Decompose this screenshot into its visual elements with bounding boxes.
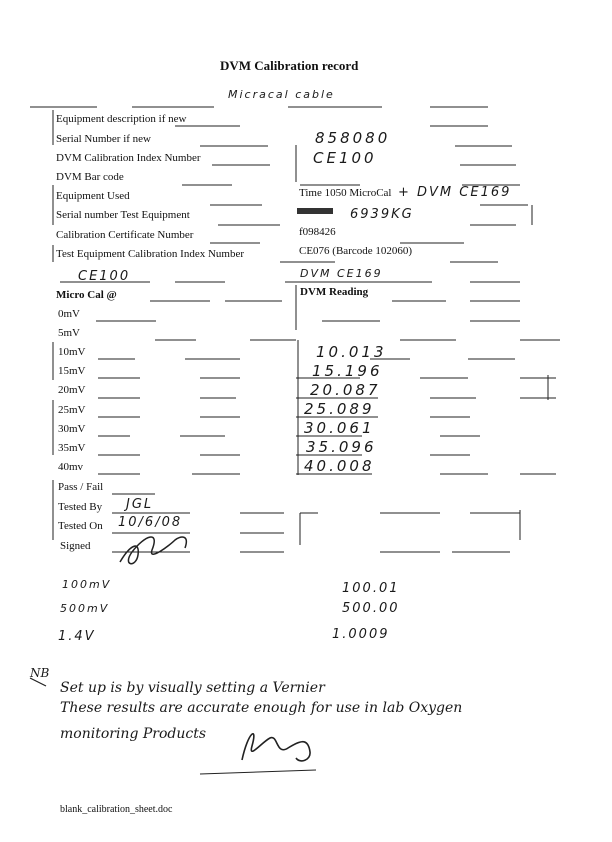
- readings-col-right: DVM Reading: [300, 286, 369, 298]
- tested-on-label: Tested On: [58, 520, 103, 532]
- reading-setting: 25mV: [58, 404, 86, 416]
- reading-setting: 5mV: [58, 327, 80, 339]
- reading-setting: 20mV: [58, 384, 86, 396]
- index-row-right: DVM CE169: [300, 267, 383, 280]
- reading-value: 20.087: [310, 381, 381, 399]
- field-value-equipment-used-extra: + DVM CE169: [398, 185, 512, 200]
- page-title: DVM Calibration record: [220, 58, 359, 73]
- reading-value: 30.061: [304, 419, 375, 437]
- extra-reading: 500.00: [342, 601, 400, 616]
- reading-setting: 30mV: [58, 423, 86, 435]
- extra-setting: 500mV: [60, 602, 110, 615]
- field-label-dvm-cal-index: DVM Calibration Index Number: [56, 152, 201, 164]
- signed-label: Signed: [60, 540, 91, 552]
- reading-setting: 15mV: [58, 365, 86, 377]
- field-label-equipment-description: Equipment description if new: [56, 113, 187, 125]
- reading-setting: 35mV: [58, 442, 86, 454]
- reading-value: 25.089: [304, 400, 375, 418]
- field-label-cal-cert-number: Calibration Certificate Number: [56, 229, 194, 241]
- reading-setting: 0mV: [58, 308, 80, 320]
- footer-filename: blank_calibration_sheet.doc: [60, 804, 173, 815]
- field-label-dvm-bar-code: DVM Bar code: [56, 171, 124, 183]
- readings-col-left: Micro Cal @: [56, 289, 117, 301]
- field-label-serial-number: Serial Number if new: [56, 133, 151, 145]
- reading-setting: 40mv: [58, 461, 84, 473]
- field-label-equipment-used: Equipment Used: [56, 190, 130, 202]
- note-line: Set up is by visually setting a Vernier: [60, 680, 325, 696]
- field-value-serial-test-equipment: 6939KG: [350, 207, 414, 222]
- field-label-test-equipment-index: Test Equipment Calibration Index Number: [56, 248, 245, 260]
- field-label-serial-test-equipment: Serial number Test Equipment: [56, 209, 190, 221]
- reading-setting: 10mV: [58, 346, 86, 358]
- extra-reading: 1.0009: [332, 627, 390, 642]
- reading-value: 35.096: [306, 438, 377, 456]
- field-value-test-equipment-index: CE076 (Barcode 102060): [299, 245, 413, 257]
- extra-setting: 100mV: [62, 578, 112, 591]
- tested-on-value: 10/6/08: [118, 515, 183, 530]
- note-line: These results are accurate enough for use in lab Oxygen: [60, 700, 463, 716]
- pass-fail-label: Pass / Fail: [58, 481, 104, 493]
- note-marker: NB: [30, 666, 50, 680]
- extra-reading: 100.01: [342, 581, 400, 596]
- reading-value: 15.196: [312, 362, 383, 380]
- reading-value: 10.013: [316, 343, 387, 361]
- field-value-serial-number: 858080: [315, 129, 391, 147]
- field-value-equipment-used: Time 1050 MicroCal: [299, 187, 392, 199]
- index-row-left: CE100: [78, 269, 131, 284]
- reading-value: 40.008: [304, 457, 375, 475]
- tested-by-value: JGL: [126, 497, 154, 512]
- field-value-cal-cert-number: f098426: [299, 226, 336, 238]
- extra-setting: 1.4V: [58, 629, 96, 644]
- header-handwritten: Micracal cable: [228, 88, 335, 101]
- field-value-dvm-cal-index: CE100: [313, 149, 377, 167]
- note-line: monitoring Products: [60, 726, 207, 742]
- tested-by-label: Tested By: [58, 501, 103, 513]
